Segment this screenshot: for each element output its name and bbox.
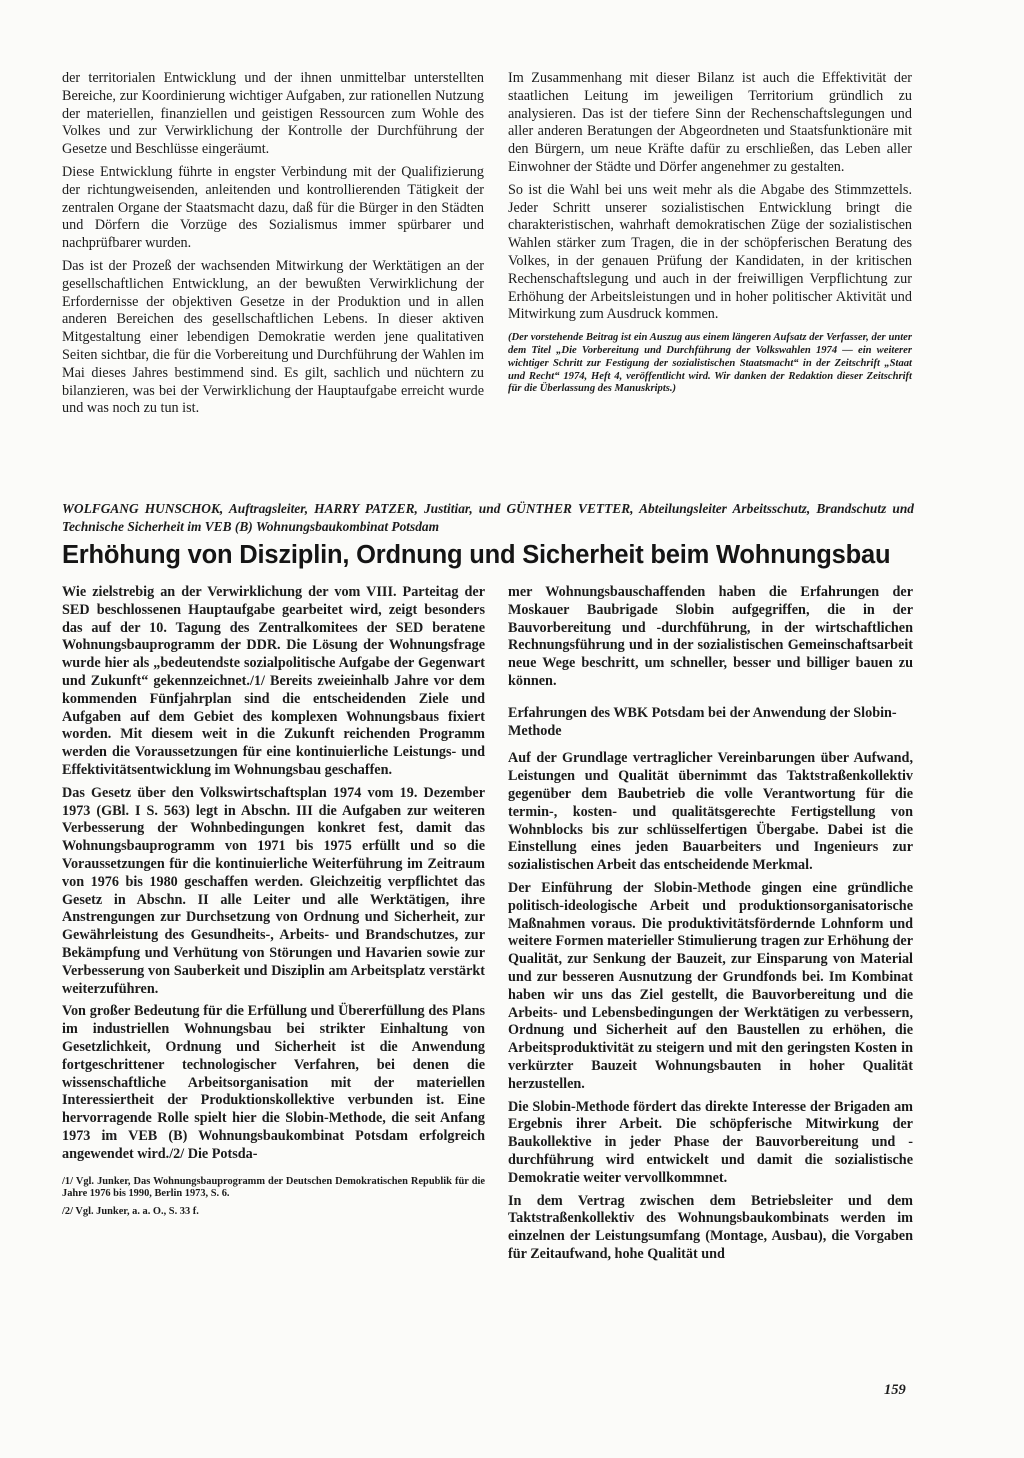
paragraph: Der Einführung der Slobin-Methode gingen eine gründliche politisch-ideologische Arbeit und produktionsorganisatorische Maßnahmen voraus. Die produktivitätsfördernde Lohnform und weitere Formen materieller Stimulierung tragen zur Erhöhung der Qualität, zur Senkung der Bauzeit, zur Einsparung von Material und zur besseren Ausnutzung der Grundfonds bei. Im Kombinat haben wir uns das Ziel gestellt, die Bauvorbereitung und die Arbeits- und Lebensbedingungen der Werktätigen zu verbessern, Ordnung und Sicherheit auf den Baustellen zu erhöhen, die Arbeitsproduktivität zu steigern und mit den geringsten Kosten in verkürzter Bauzeit Wohnungsbauten in hoher Qualität herzustellen. xyxy=(508,879,913,1092)
bottom-left-column xyxy=(62,584,485,1225)
paragraph: In dem Vertrag zwischen dem Betriebsleiter und dem Taktstraßenkollektiv des Wohnungsbaukombinats werden im einzelnen der Leistungsumfang (Montage, Ausbau), die Vorgaben für Zeitaufwand, hohe Qualität und xyxy=(508,1192,913,1262)
paragraph: Das Gesetz über den Volkswirtschaftsplan 1974 vom 19. Dezember 1973 (GBl. I S. 563) legt in Abschn. III die Aufgaben zur weiteren Verbesserung der Wohnbedingungen konkret fest, damit das Wohnungsbauprogramm von 1971 bis 1975 erfüllt und so die Voraussetzungen für die kontinuierliche Weiterführung im Zeitraum von 1976 bis 1980 geschaffen werden. Gleichzeitig verpflichtet das Gesetz in Abschn. II alle Leiter und alle Werktätigen, ihre Anstrengungen zur Durchsetzung von Ordnung und Sicherheit, zur Gewährleistung des Gesundheits-, Arbeits- und Brandschutzes, zur Bekämpfung und Verhütung von Störungen und Havarien sowie zur Verbesserung von Sauberkeit und Disziplin am Arbeitsplatz verstärkt weiterzuführen. xyxy=(62,784,485,997)
top-left-column xyxy=(62,70,484,423)
paragraph: der territorialen Entwicklung und der ihnen unmittelbar unterstellten Bereiche, zur Koordinierung wichtiger Aufgaben, zur rationellen Nutzung der materiellen, finanziellen und geistigen Ressourcen zum Wohle des Volkes und zur Verwirklichung der Kontrolle der Durchführung der Gesetze und Beschlüsse eingeräumt. xyxy=(62,70,484,158)
paragraph: Die Slobin-Methode fördert das direkte Interesse der Brigaden am Ergebnis ihrer Arbeit. Die schöpferische Mitwirkung der Baukollektive in jeder Phase der Bauvorbereitung und -durchführung wird entwickelt und damit die sozialistische Demokratie weiter vervollkommnet. xyxy=(508,1098,913,1186)
footnotes xyxy=(62,1176,485,1219)
paragraph: Auf der Grundlage vertraglicher Vereinbarungen über Aufwand, Leistungen und Qualität übernimmt das Taktstraßenkollektiv gegenüber dem Baubetrieb die volle Verantwortung für die termin-, kosten- und qualitätsgerechte Fertigstellung von Wohnblocks bis zur schlüsselfertigen Übergabe. Dabei ist die Einstellung eines jeden Bauarbeiters und Ingenieurs zur sozialistischen Arbeit das entscheidende Merkmal. xyxy=(508,750,913,874)
article-title: Erhöhung von Disziplin, Ordnung und Sicherheit beim Wohnungsbau xyxy=(62,541,891,569)
top-right-column xyxy=(508,70,912,396)
bottom-right-column xyxy=(508,584,913,1269)
page-number: 159 xyxy=(884,1382,906,1398)
section-heading: Erfahrungen des WBK Potsdam bei der Anwendung der Slobin-Methode xyxy=(508,704,897,739)
paragraph: Diese Entwicklung führte in engster Verbindung mit der Qualifizierung der richtungweisenden, anleitenden und kontrollierenden Tätigkeit der zentralen Organe der Staatsmacht dazu, daß für die Bürger in den Städten und Dörfern die Vorzüge des Sozialismus immer spürbarer und nachprüfbarer wurden. xyxy=(62,163,484,252)
footnote: /1/ Vgl. Junker, Das Wohnungsbauprogramm der Deutschen Demokratischen Republik für die Jahre 1976 bis 1990, Berlin 1973, S. 6. xyxy=(62,1175,485,1199)
paragraph: Im Zusammenhang mit dieser Bilanz ist auch die Effektivität der staatlichen Leitung im jeweiligen Territorium gründlich zu analysieren. Das ist der tiefere Sinn der Rechenschaftslegungen und aller anderen Beratungen der Abgeordneten und Staatsfunktionäre mit den Bürgern, um neue Kräfte dafür zu erschließen, das Leben aller Einwohner der Städte und Dörfer angenehmer zu gestalten. xyxy=(508,70,912,175)
paragraph: So ist die Wahl bei uns weit mehr als die Abgabe des Stimmzettels. Jeder Schritt unserer sozialistischen Entwicklung bringt die charakteristischen, wahrhaft demokratischen Züge der sozialistischen Wahlen stärker zum Tragen, die in der schöpferischen Beratung des Volkes, in der genauen Prüfung der Kandidaten, in der kritischen Rechenschaftslegung und auch in der freiwilligen Verpflichtung zur Erhöhung der Arbeitsleistungen und in hoher politischer Aktivität und Mitwirkung zum Ausdruck kommen. xyxy=(508,181,912,323)
paragraph: Wie zielstrebig an der Verwirklichung der vom VIII. Parteitag der SED beschlossenen Hauptaufgabe gearbeitet wird, zeigt besonders das auf der 10. Tagung des Zentralkomitees der SED beratene Wohnungsbauprogramm der DDR. Die Lösung der Wohnungsfrage wurde hier als „bedeutendste sozialpolitische Aufgabe der Gegenwart und Zukunft“ gekennzeichnet./1/ Bereits zweieinhalb Jahre vor dem kommenden Fünfjahrplan sind die entscheidenden Ziele und Aufgaben auf dem Gebiet des komplexen Wohnungsbaus fixiert worden. Mit diesem weit in die Zukunft reichenden Programm werden die Voraussetzungen für eine kontinuierliche Leistungs- und Effektivitätsentwicklung im Wohnungsbau geschaffen. xyxy=(62,584,485,778)
paragraph: Das ist der Prozeß der wachsenden Mitwirkung der Werktätigen an der gesellschaftlichen Entwicklung, an der bewußten Verwirklichung der Erfordernisse der objektiven Gesetze in der Produktion und in allen anderen Bereichen des gesellschaftlichen Lebens. In dieser aktiven Mitgestaltung einer lebendigen Demokratie werden jene qualitativen Seiten sichtbar, die für die Vorbereitung und Durchführung der Wahlen im Mai dieses Jahres bestimmend sind. Es gilt, sachlich und nüchtern zu bilanzieren, was bei der Verwirklichung der Hauptaufgabe erreicht wurde und was noch zu tun ist. xyxy=(62,257,484,417)
editorial-note: (Der vorstehende Beitrag ist ein Auszug aus einem längeren Aufsatz der Verfasser, der unter dem Titel „Die Vorbereitung und Durchführung der Volkswahlen 1974 — ein weiterer wichtiger Schritt zur Festigung der sozialistischen Staatsmacht“ in der Zeitschrift „Staat und Recht“ 1974, Heft 4, veröffentlicht wird. Wir danken der Redaktion dieser Zeitschrift für die Überlassung des Manuskripts.) xyxy=(508,332,912,395)
paragraph: mer Wohnungsbauschaffenden haben die Erfahrungen der Moskauer Baubrigade Slobin aufgegriffen, die in der Bauvorbereitung und -durchführung, in der wirtschaftlichen Rechnungsführung und in der sozialistischen Gemeinschaftsarbeit neue Wege beschritt, um schneller, besser und billiger bauen zu können. xyxy=(508,584,913,689)
article-authors: WOLFGANG HUNSCHOK, Auftragsleiter, HARRY PATZER, Justitiar, und GÜNTHER VETTER, Abteilungsleiter Arbeitsschutz, Brandschutz und Technische Sicherheit im VEB (B) Wohnungsbaukombinat Potsdam xyxy=(62,501,914,534)
footnote: /2/ Vgl. Junker, a. a. O., S. 33 f. xyxy=(62,1206,199,1218)
paragraph: Von großer Bedeutung für die Erfüllung und Übererfüllung des Plans im industriellen Wohnungsbau bei strikter Einhaltung von Gesetzlichkeit, Ordnung und Sicherheit ist die Anwendung fortgeschrittener technologischer Verfahren, bei denen die wissenschaftliche Arbeitsorganisation mit der materiellen Interessiertheit der Produktionskollektive verbunden ist. Eine hervorragende Rolle spielt hier die Slobin-Methode, die seit Anfang 1973 im VEB (B) Wohnungsbaukombinat Potsdam erfolgreich angewendet wird./2/ Die Potsda- xyxy=(62,1003,485,1162)
